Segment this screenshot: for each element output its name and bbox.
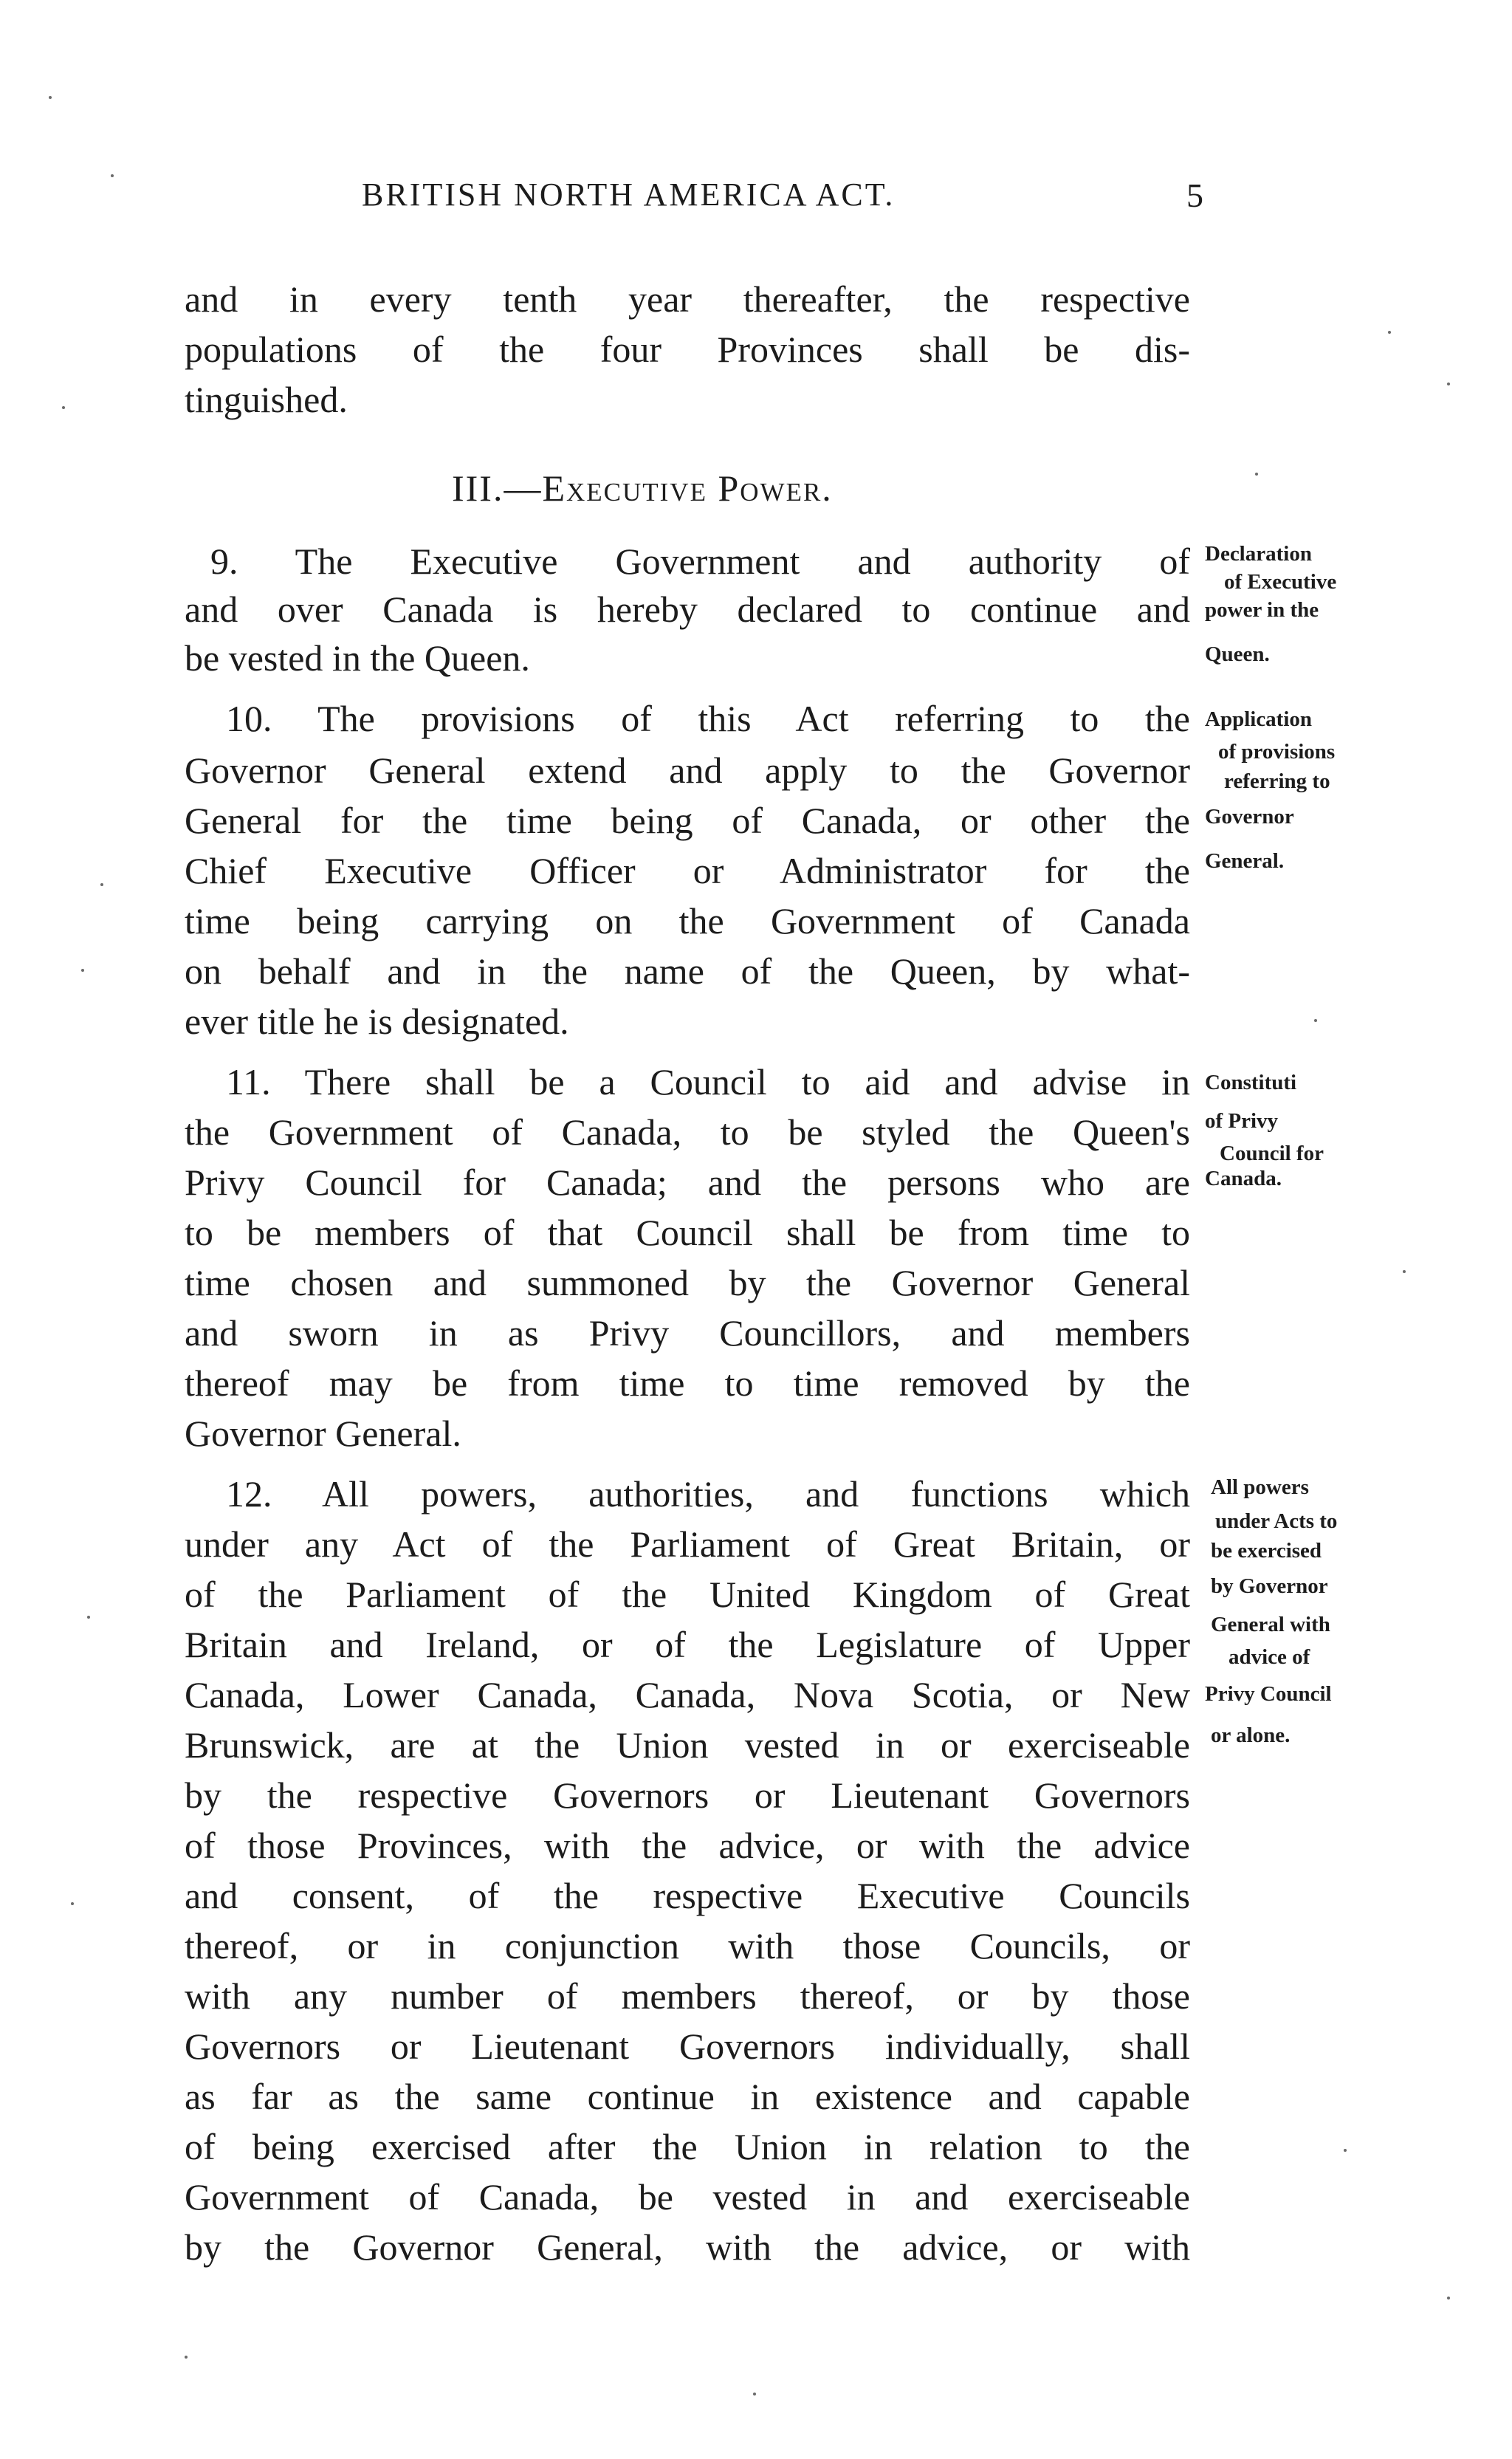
body-line-37: Government of Canada, be vested in and exerciseable (185, 2176, 1190, 2218)
body-line-36: of being exercised after the Union in relation to the (185, 2126, 1190, 2167)
paper-speck (1255, 473, 1258, 476)
paper-speck (62, 406, 65, 409)
body-line-22: Governor General. (185, 1413, 461, 1454)
paper-speck (1344, 2149, 1347, 2152)
paper-speck (87, 1616, 90, 1619)
paper-speck (1447, 2297, 1450, 2299)
margin-note: Privy Council (1205, 1682, 1332, 1706)
body-line-15: 11. There shall be a Council to aid and advise in (226, 1061, 1190, 1102)
body-line-29: by the respective Governors or Lieutenant Governors (185, 1774, 1190, 1816)
paper-speck (49, 96, 52, 99)
body-line-1: and in every tenth year thereafter, the respective (185, 278, 1190, 320)
margin-note: of Privy (1205, 1109, 1279, 1133)
paper-speck (71, 1902, 74, 1905)
paper-speck (81, 969, 84, 972)
body-line-13: on behalf and in the name of the Queen, by what- (185, 950, 1190, 992)
paper-speck (111, 174, 114, 177)
running-title: BRITISH NORTH AMERICA ACT. (362, 176, 896, 213)
body-line-16: the Government of Canada, to be styled the Queen's (185, 1111, 1190, 1153)
body-line-3: tinguished. (185, 379, 348, 420)
margin-note: General. (1205, 849, 1285, 873)
margin-note: by Governor (1211, 1574, 1328, 1598)
body-line-34: Governors or Lieutenant Governors individually, shall (185, 2026, 1190, 2067)
body-line-25: of the Parliament of the United Kingdom of Great (185, 1574, 1190, 1615)
body-line-21: thereof may be from time to time removed by the (185, 1362, 1190, 1404)
margin-note: Canada. (1205, 1167, 1282, 1190)
body-line-38: by the Governor General, with the advice, or with (185, 2226, 1190, 2268)
body-line-14: ever title he is designated. (185, 1001, 569, 1042)
body-line-23: 12. All powers, authorities, and functions which (226, 1473, 1190, 1515)
body-line-2: populations of the four Provinces shall be dis- (185, 329, 1190, 370)
paper-speck (100, 883, 103, 886)
paper-speck (185, 2356, 188, 2359)
margin-note: Application (1205, 707, 1313, 731)
body-line-28: Brunswick, are at the Union vested in or exerciseable (185, 1724, 1190, 1766)
paper-speck (1447, 383, 1450, 385)
body-line-20: and sworn in as Privy Councillors, and members (185, 1312, 1190, 1354)
margin-note: of Executive (1224, 570, 1337, 594)
body-line-6: and over Canada is hereby declared to continue and (185, 589, 1190, 630)
margin-note: General with (1211, 1613, 1330, 1636)
margin-note: Declaration (1205, 542, 1312, 566)
margin-note: advice of (1228, 1645, 1310, 1669)
running-header (362, 176, 1203, 227)
body-line-33: with any number of members thereof, or by those (185, 1975, 1190, 2017)
margin-note: be exercised (1211, 1539, 1322, 1563)
paper-speck (1403, 1270, 1406, 1273)
margin-note: power in the (1205, 598, 1319, 622)
paper-speck (753, 2393, 756, 2395)
margin-note: or alone. (1211, 1724, 1291, 1747)
page-number: 5 (1186, 176, 1203, 214)
body-line-10: General for the time being of Canada, or other the (185, 800, 1190, 841)
margin-note: Council for (1220, 1142, 1324, 1165)
body-line-7: be vested in the Queen. (185, 637, 530, 679)
margin-note: Constituti (1205, 1071, 1297, 1094)
body-line-30: of those Provinces, with the advice, or with the advice (185, 1825, 1190, 1866)
paper-speck (1388, 331, 1391, 334)
body-line-35: as far as the same continue in existence and capable (185, 2076, 1190, 2117)
body-line-32: thereof, or in conjunction with those Councils, or (185, 1925, 1190, 1966)
margin-note: All powers (1211, 1475, 1309, 1499)
section-heading: III.—Executive Power. (452, 467, 833, 509)
margin-note: under Acts to (1215, 1509, 1338, 1533)
body-line-12: time being carrying on the Government of Canada (185, 900, 1190, 942)
margin-note: Governor (1205, 805, 1294, 829)
body-line-5: 9. The Executive Government and authority of (210, 541, 1190, 582)
body-line-24: under any Act of the Parliament of Great Britain, or (185, 1523, 1190, 1565)
body-line-31: and consent, of the respective Executive Councils (185, 1875, 1190, 1916)
body-line-11: Chief Executive Officer or Administrator for the (185, 850, 1190, 891)
margin-note: of provisions (1218, 740, 1336, 764)
body-line-18: to be members of that Council shall be from time to (185, 1212, 1190, 1253)
body-line-26: Britain and Ireland, or of the Legislature of Upper (185, 1624, 1190, 1665)
margin-note: referring to (1224, 769, 1330, 793)
body-line-19: time chosen and summoned by the Governor General (185, 1262, 1190, 1303)
body-line-8: 10. The provisions of this Act referring to the (226, 698, 1190, 739)
body-line-17: Privy Council for Canada; and the persons who are (185, 1162, 1190, 1203)
body-line-27: Canada, Lower Canada, Canada, Nova Scotia, or New (185, 1674, 1190, 1715)
margin-note: Queen. (1205, 642, 1270, 666)
paper-speck (1314, 1019, 1317, 1022)
body-line-9: Governor General extend and apply to the Governor (185, 750, 1190, 791)
